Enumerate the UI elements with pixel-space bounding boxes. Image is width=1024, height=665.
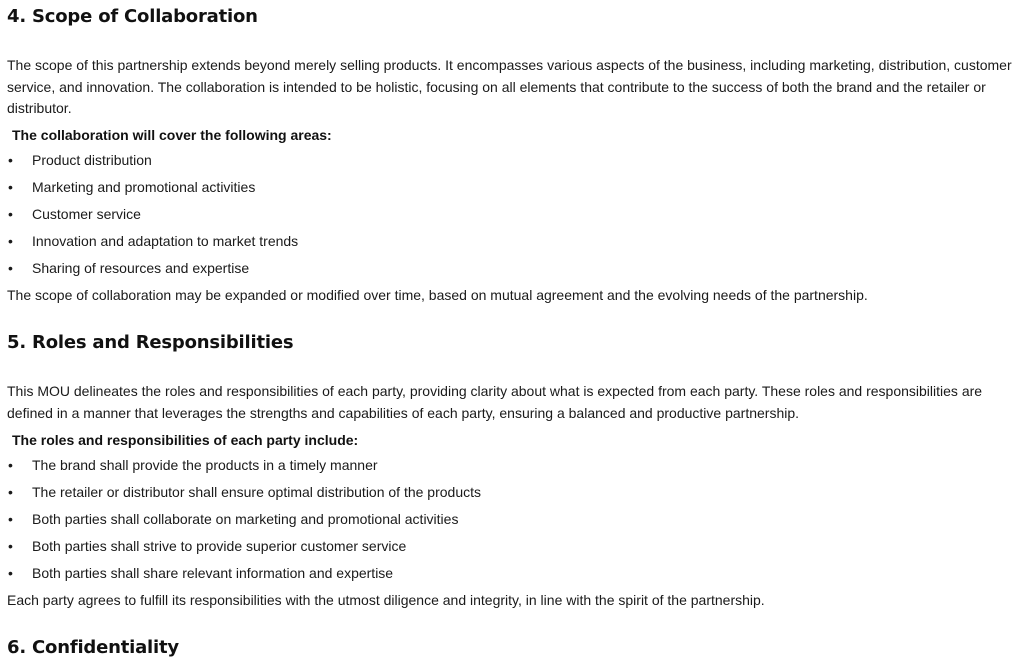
list-item: • Both parties shall strive to provide superior customer service: [7, 533, 481, 560]
list-item: • Sharing of resources and expertise: [7, 255, 298, 282]
bullet-list-roles: [7, 452, 481, 587]
list-item: • Customer service: [7, 201, 298, 228]
section-closing-scope: The scope of collaboration may be expanded or modified over time, based on mutual agreement and the evolving needs of the partnership.: [7, 287, 868, 303]
section-paragraph-scope: The scope of this partnership extends beyond merely selling products. It encompasses various aspects of the business, including marketing, distribution, customer service, and innovation. The collaboration is intended to be holistic, focusing on all elements that contribute to the success of both the brand and the retailer or distributor.: [7, 57, 1012, 116]
section-closing-roles: Each party agrees to fulfill its responsibilities with the utmost diligence and integrity, in line with the spirit of the partnership.: [7, 592, 765, 608]
section-paragraph-roles: This MOU delineates the roles and responsibilities of each party, providing clarity about what is expected from each party. These roles and responsibilities are defined in a manner that leverages the strengths and capabilities of each party, ensuring a balanced and productive partnership.: [7, 383, 983, 421]
list-item: • Innovation and adaptation to market trends: [7, 228, 298, 255]
section-heading-confidentiality: 6. Confidentiality: [7, 637, 179, 658]
list-item: • Product distribution: [7, 147, 298, 174]
section-heading-roles: 5. Roles and Responsibilities: [7, 332, 294, 353]
list-intro-scope: The collaboration will cover the following areas:: [12, 127, 332, 143]
bullet-list-scope: [7, 147, 298, 282]
list-item: • Marketing and promotional activities: [7, 174, 298, 201]
list-item: • Both parties shall share relevant information and expertise: [7, 560, 481, 587]
list-intro-roles: The roles and responsibilities of each party include:: [12, 432, 359, 448]
section-heading-scope: 4. Scope of Collaboration: [7, 6, 258, 27]
list-item: • The brand shall provide the products in a timely manner: [7, 452, 481, 479]
list-item: • Both parties shall collaborate on marketing and promotional activities: [7, 506, 481, 533]
list-item: • The retailer or distributor shall ensure optimal distribution of the products: [7, 479, 481, 506]
